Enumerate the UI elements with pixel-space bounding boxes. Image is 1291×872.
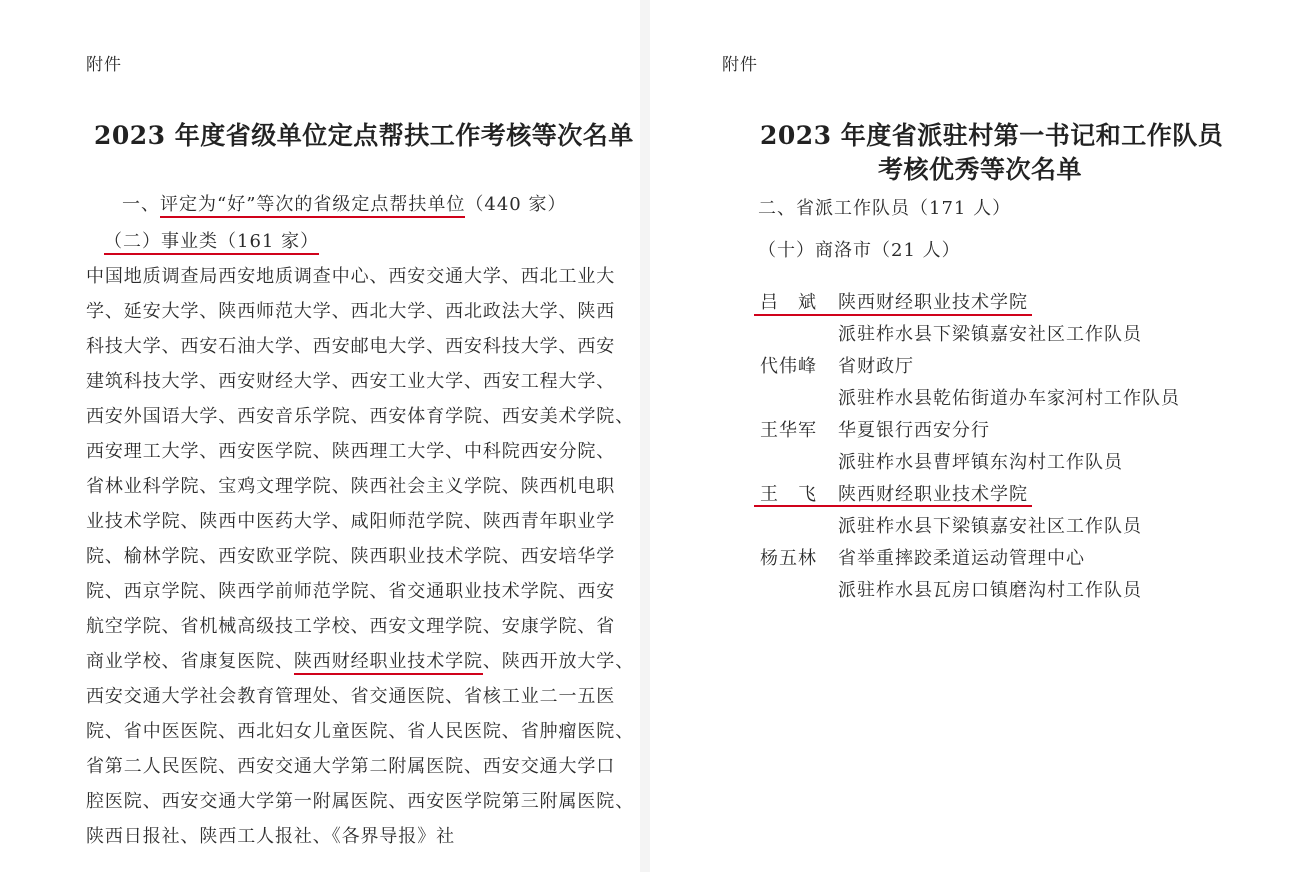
- member-unit: 陕西财经职业技术学院: [838, 484, 1028, 505]
- list-line: 省第二人民医院、西安交通大学第二附属医院、西安交通大学口: [86, 756, 616, 777]
- list-line-highlighted: 商业学校、省康复医院、陕西财经职业技术学院、陕西开放大学、: [86, 647, 606, 673]
- section-heading: 二、省派工作队员（171 人）: [758, 198, 1012, 219]
- attachment-label: 附件: [722, 55, 758, 75]
- section-title-underlined: 评定为“好”等次的省级定点帮扶单位: [160, 194, 465, 218]
- page-title-line2: 考核优秀等次名单: [878, 155, 1083, 184]
- right-page: [650, 0, 1291, 872]
- highlight-underline: [754, 314, 1032, 316]
- section-count: （440 家）: [465, 194, 567, 215]
- subsection-heading: （十）商洛市（21 人）: [758, 240, 961, 261]
- list-line: 业技术学院、陕西中医药大学、咸阳师范学院、陕西青年职业学: [86, 511, 616, 532]
- list-line-last: 陕西日报社、陕西工人报社、《各界导报》社: [86, 826, 455, 847]
- member-role: 派驻柞水县下梁镇嘉安社区工作队员: [838, 324, 1142, 345]
- page-gutter: [640, 0, 650, 872]
- list-line: 学、延安大学、陕西师范大学、西北大学、西北政法大学、陕西: [86, 301, 616, 322]
- member-role: 派驻柞水县乾佑街道办车家河村工作队员: [838, 388, 1180, 409]
- list-line: 腔医院、西安交通大学第一附属医院、西安医学院第三附属医院、: [86, 791, 635, 812]
- page-title-line1: 2023 年度省派驻村第一书记和工作队员: [760, 121, 1224, 150]
- member-name: 代伟峰: [760, 356, 817, 377]
- member-unit: 陕西财经职业技术学院: [838, 292, 1028, 313]
- section-heading: [122, 190, 566, 216]
- member-unit: 华夏银行西安分行: [838, 420, 990, 441]
- page-title: 2023 年度省级单位定点帮扶工作考核等次名单: [94, 121, 634, 150]
- member-name: 王华军: [760, 420, 817, 441]
- list-line: 省林业科学院、宝鸡文理学院、陕西社会主义学院、陕西机电职: [86, 476, 616, 497]
- subsection-heading: [104, 227, 319, 253]
- list-line: 院、西京学院、陕西学前师范学院、省交通职业技术学院、西安: [86, 581, 616, 602]
- member-name: 王 飞: [760, 484, 817, 505]
- member-name: 杨五林: [760, 548, 817, 569]
- member-unit: 省财政厅: [838, 356, 914, 377]
- member-unit: 省举重摔跤柔道运动管理中心: [838, 548, 1085, 569]
- highlight-underline: [754, 505, 1032, 507]
- attachment-label: 附件: [86, 55, 122, 75]
- section-number: 一、: [122, 194, 160, 215]
- list-line: 中国地质调查局西安地质调查中心、西安交通大学、西北工业大: [86, 266, 616, 287]
- list-line: 西安理工大学、西安医学院、陕西理工大学、中科院西安分院、: [86, 441, 616, 462]
- member-role: 派驻柞水县瓦房口镇磨沟村工作队员: [838, 580, 1142, 601]
- list-line: 西安交通大学社会教育管理处、省交通医院、省核工业二一五医: [86, 686, 616, 707]
- list-line: 西安外国语大学、西安音乐学院、西安体育学院、西安美术学院、: [86, 406, 635, 427]
- list-line: 建筑科技大学、西安财经大学、西安工业大学、西安工程大学、: [86, 371, 616, 392]
- list-line: 院、省中医医院、西北妇女儿童医院、省人民医院、省肿瘤医院、: [86, 721, 635, 742]
- list-line: 科技大学、西安石油大学、西安邮电大学、西安科技大学、西安: [86, 336, 616, 357]
- subsection-title: （二）事业类（161 家）: [104, 231, 319, 255]
- member-role: 派驻柞水县下梁镇嘉安社区工作队员: [838, 516, 1142, 537]
- list-line: 院、榆林学院、西安欧亚学院、陕西职业技术学院、西安培华学: [86, 546, 616, 567]
- left-page: [0, 0, 640, 872]
- list-line: 航空学院、省机械高级技工学校、西安文理学院、安康学院、省: [86, 616, 616, 637]
- member-name: 吕 斌: [760, 292, 817, 313]
- highlighted-unit: 陕西财经职业技术学院: [294, 651, 483, 675]
- member-role: 派驻柞水县曹坪镇东沟村工作队员: [838, 452, 1123, 473]
